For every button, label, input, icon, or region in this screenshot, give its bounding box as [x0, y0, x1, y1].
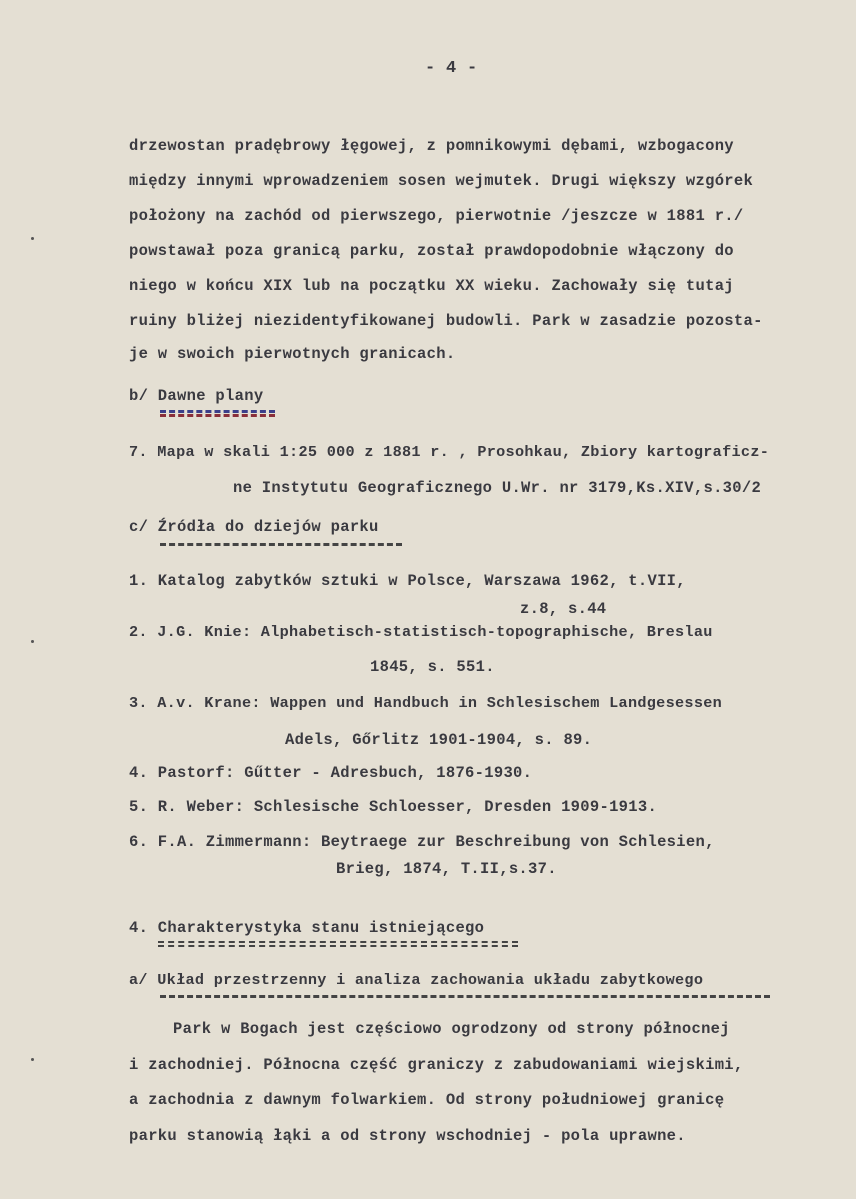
heading-underline	[160, 410, 275, 413]
heading-underline	[158, 941, 518, 943]
source-item-line: 5. R. Weber: Schlesische Schloesser, Dresden 1909-1913.	[129, 798, 658, 816]
page-number: - 4 -	[425, 59, 478, 78]
map-item-line: ne Instytutu Geograficznego U.Wr. nr 3179,Ks.XIV,s.30/2	[233, 479, 762, 497]
intro-line: niego w końcu XIX lub na początku XX wieku. Zachowały się tutaj	[129, 277, 734, 295]
heading-underline	[158, 945, 518, 947]
park-description-line: parku stanowią łąki a od strony wschodniej - pola uprawne.	[129, 1127, 686, 1145]
source-item-line: 4. Pastorf: Gűtter - Adresbuch, 1876-1930.	[129, 764, 533, 782]
source-item-line: 6. F.A. Zimmermann: Beytraege zur Beschreibung von Schlesien,	[129, 833, 715, 851]
punch-hole-mark	[31, 1058, 34, 1061]
park-description-line: i zachodniej. Północna część graniczy z zabudowaniami wiejskimi,	[129, 1056, 744, 1074]
source-item-line: 1845, s. 551.	[370, 658, 495, 676]
heading-underline	[160, 995, 770, 998]
source-item-line: 1. Katalog zabytków sztuki w Polsce, Warszawa 1962, t.VII,	[129, 572, 686, 590]
intro-line: ruiny bliżej niezidentyfikowanej budowli. Park w zasadzie pozosta-	[129, 312, 763, 330]
source-item-line: Brieg, 1874, T.II,s.37.	[336, 860, 557, 878]
intro-line: drzewostan pradębrowy łęgowej, z pomnikowymi dębami, wzbogacony	[129, 137, 734, 155]
source-item-line: 3. A.v. Krane: Wappen und Handbuch in Schlesischem Landgesessen	[129, 694, 723, 712]
park-description-line: Park w Bogach jest częściowo ogrodzony od strony północnej	[173, 1020, 730, 1038]
intro-line: między innymi wprowadzeniem sosen wejmutek. Drugi większy wzgórek	[129, 172, 754, 190]
source-item-line: Adels, Gőrlitz 1901-1904, s. 89.	[285, 731, 593, 749]
intro-line: je w swoich pierwotnych granicach.	[129, 345, 456, 363]
punch-hole-mark	[31, 640, 34, 643]
intro-line: położony na zachód od pierwszego, pierwotnie /jeszcze w 1881 r./	[129, 207, 744, 225]
subsection-a-heading: a/ Układ przestrzenny i analiza zachowania układu zabytkowego	[129, 971, 704, 989]
section-4-heading: 4. Charakterystyka stanu istniejącego	[129, 919, 485, 937]
section-b-heading: b/ Dawne plany	[129, 387, 264, 405]
punch-hole-mark	[31, 237, 34, 240]
source-item-line: 2. J.G. Knie: Alphabetisch-statistisch-topographische, Breslau	[129, 623, 713, 641]
heading-underline	[160, 543, 402, 546]
source-item-line: z.8, s.44	[520, 600, 607, 618]
map-item-line: 7. Mapa w skali 1:25 000 z 1881 r. , Prosohkau, Zbiory kartograficz-	[129, 443, 770, 461]
section-c-heading: c/ Źródła do dziejów parku	[129, 518, 379, 536]
intro-line: powstawał poza granicą parku, został prawdopodobnie włączony do	[129, 242, 734, 260]
heading-underline	[160, 414, 275, 417]
park-description-line: a zachodnia z dawnym folwarkiem. Od strony południowej granicę	[129, 1091, 725, 1109]
